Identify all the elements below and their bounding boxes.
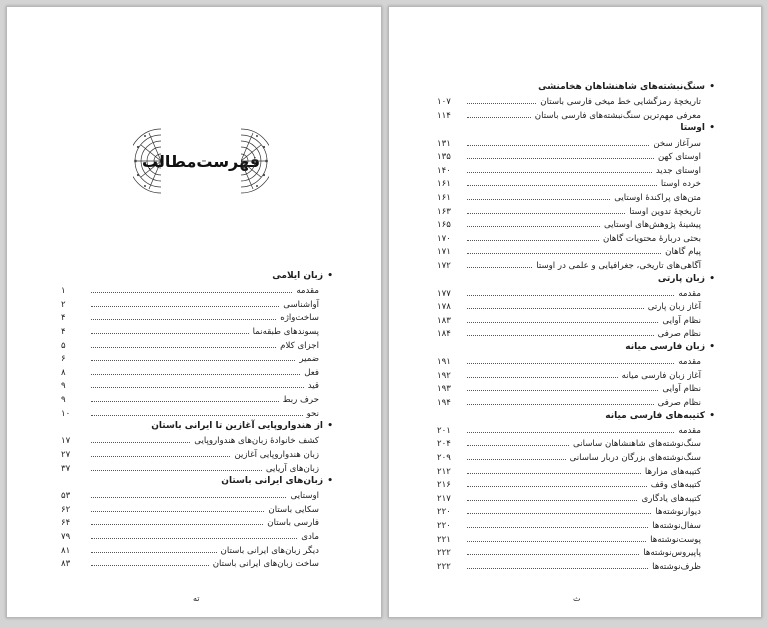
- dot-leader: [467, 94, 536, 104]
- toc-entry-label: مقدمه: [678, 357, 701, 368]
- toc-section-label: کتیبه‌های فارسی میانه: [605, 410, 705, 421]
- toc-entry[interactable]: [437, 258, 715, 272]
- toc-entry-page: ۸: [61, 367, 66, 378]
- toc-entry[interactable]: [437, 149, 715, 163]
- bullet-icon: •: [709, 82, 715, 92]
- toc-entry-label: دیوارنوشته‌ها: [655, 507, 701, 518]
- toc-entry-page: ۹: [61, 394, 66, 405]
- toc-entry-page: ۱۰: [61, 408, 71, 419]
- toc-entry-label: اوستای کهن: [657, 152, 701, 163]
- toc-entry-label: کتیبه‌های وقف: [650, 480, 701, 491]
- toc-entry-page: ۱۷۲: [437, 260, 451, 271]
- toc-entry[interactable]: [437, 326, 715, 340]
- toc-entry[interactable]: [437, 286, 715, 300]
- toc-entry-page: ۲۰۱: [437, 425, 451, 436]
- toc-entry[interactable]: [437, 313, 715, 327]
- toc-entry[interactable]: [437, 108, 715, 122]
- toc-entry[interactable]: [437, 450, 715, 464]
- dot-leader: [467, 108, 531, 118]
- toc-entry-page: ۲۲۱: [437, 534, 451, 545]
- toc-section-label: از هندواروپایی آغازین تا ایرانی باستان: [151, 421, 323, 432]
- toc-entry-label: سفال‌نوشته‌ها: [652, 520, 701, 531]
- toc-entry-label: مقدمه: [678, 425, 701, 436]
- ornament-right-icon: [241, 127, 269, 195]
- toc-section-label: زبان فارسی میانه: [625, 342, 705, 353]
- toc-entry-page: ۱۹۴: [437, 398, 451, 409]
- toc-entry[interactable]: [61, 324, 333, 338]
- dot-leader: [467, 368, 618, 378]
- toc-entry-label: پوست‌نوشته‌ها: [650, 534, 701, 545]
- bullet-icon: •: [709, 410, 715, 421]
- toc-section-title: [437, 340, 715, 354]
- dot-leader: [467, 244, 661, 254]
- toc-entry[interactable]: [61, 488, 333, 502]
- dot-leader: [91, 378, 304, 388]
- toc-section-label: زبان‌های ایرانی باستان: [221, 476, 323, 487]
- toc-entry[interactable]: [437, 504, 715, 518]
- dot-leader: [467, 559, 648, 569]
- dot-leader: [91, 461, 262, 471]
- toc-entry-label: ضمیر: [299, 354, 319, 365]
- toc-entry-page: ۲۲۰: [437, 520, 451, 531]
- toc-entry-page: ۱۹۳: [437, 384, 451, 395]
- dot-leader: [467, 163, 652, 173]
- dot-leader: [91, 543, 217, 553]
- toc-section-label: اوستا: [680, 123, 705, 134]
- dot-leader: [467, 532, 646, 542]
- toc-entry-label: اوستای جدید: [655, 165, 701, 176]
- toc-entry-page: ۵: [61, 340, 66, 351]
- toc-entry[interactable]: [61, 378, 333, 392]
- toc-entry[interactable]: [437, 94, 715, 108]
- toc-entry[interactable]: [437, 395, 715, 409]
- toc-entry-label: آواشناسی: [283, 299, 319, 310]
- toc-entry-label: زبان هندواروپایی آغازین: [234, 449, 319, 460]
- dot-leader: [91, 365, 300, 375]
- dot-leader: [467, 354, 674, 364]
- toc-entry[interactable]: [61, 461, 333, 475]
- dot-leader: [91, 515, 263, 525]
- page-number-left: ته: [193, 594, 200, 603]
- toc-section-label: زبان پارتی: [657, 273, 705, 284]
- dot-leader: [467, 313, 658, 323]
- toc-entry[interactable]: [437, 518, 715, 532]
- toc-section-label: سنگ‌نبشته‌های شاهنشاهان هخامنشی: [538, 82, 705, 92]
- toc-entry-label: قید: [307, 381, 319, 392]
- toc-entry[interactable]: [61, 392, 333, 406]
- toc-entry-label: کتیبه‌های یادگاری: [641, 493, 701, 504]
- dot-leader: [467, 395, 654, 405]
- toc-entry-label: بحثی دربارهٔ محتویات گاهان: [603, 233, 701, 244]
- toc-entry-page: ۱۷۰: [437, 233, 451, 244]
- left-page: [6, 6, 382, 618]
- toc-entry-page: ۳۷: [61, 463, 71, 474]
- toc-entry[interactable]: [437, 136, 715, 150]
- toc-section-title: [437, 121, 715, 135]
- toc-entry-label: نحو: [306, 408, 319, 419]
- toc-entry-label: تاریخچهٔ تدوین اوستا: [629, 206, 701, 217]
- dot-leader: [467, 190, 610, 200]
- toc-entry-label: نظام آوایی: [662, 384, 701, 395]
- toc-entry[interactable]: [437, 231, 715, 245]
- toc-entry-label: مادی: [301, 532, 319, 543]
- dot-leader: [91, 297, 279, 307]
- toc-entry-label: فارسی باستان: [267, 518, 319, 529]
- toc-entry-label: پیشینهٔ پژوهش‌های اوستایی: [603, 220, 701, 231]
- bullet-icon: •: [709, 273, 715, 284]
- toc-entry-label: آغاز زبان فارسی میانه: [621, 370, 701, 381]
- toc-entry-page: ۷۹: [61, 532, 71, 543]
- right-page: [388, 6, 762, 618]
- toc-entry-label: معرفی مهم‌ترین سنگ‌نبشته‌های فارسی باستان: [534, 110, 701, 121]
- toc-entry[interactable]: [61, 297, 333, 311]
- toc-entry-label: خرده اوستا: [660, 179, 701, 190]
- toc-entry[interactable]: [61, 433, 333, 447]
- toc-section-title: [437, 409, 715, 423]
- dot-leader: [467, 136, 649, 146]
- dot-leader: [91, 556, 209, 566]
- toc-entry[interactable]: [437, 368, 715, 382]
- toc-entry-label: نظام آوایی: [662, 315, 701, 326]
- dot-leader: [91, 447, 230, 457]
- dot-leader: [467, 504, 651, 514]
- toc-entry-label: پاپیروس‌نوشته‌ها: [643, 548, 701, 559]
- toc-entry-page: ۱۶۳: [437, 206, 451, 217]
- toc-entry[interactable]: [437, 559, 715, 573]
- toc-entry-label: نظام صرفی: [657, 329, 701, 340]
- toc-entry-page: ۲۲۰: [437, 507, 451, 518]
- toc-entry[interactable]: [437, 532, 715, 546]
- toc-entry[interactable]: [61, 351, 333, 365]
- toc-entry-label: دیگر زبان‌های ایرانی باستان: [220, 545, 319, 556]
- toc-entry-label: حرف ربط: [282, 394, 319, 405]
- toc-entry[interactable]: [437, 163, 715, 177]
- toc-entry[interactable]: [61, 283, 333, 297]
- dot-leader: [467, 477, 647, 487]
- bullet-icon: •: [327, 421, 333, 432]
- title-block: [133, 127, 269, 195]
- toc-entry-page: ۱۴۰: [437, 165, 451, 176]
- toc-entry-page: ۶۲: [61, 504, 71, 515]
- toc-list-right: [437, 80, 715, 572]
- toc-entry-label: آگاهی‌های تاریخی، جغرافیایی و علمی در اوستا: [536, 260, 701, 271]
- toc-entry-label: ساخت زبان‌های ایرانی باستان: [212, 559, 319, 570]
- toc-section-title: [437, 272, 715, 286]
- toc-entry[interactable]: [61, 543, 333, 557]
- toc-entry-page: ۱۳۱: [437, 138, 451, 149]
- toc-entry[interactable]: [437, 545, 715, 559]
- toc-section-title: [61, 419, 333, 433]
- toc-entry[interactable]: [61, 502, 333, 516]
- toc-entry-page: ۱۳۵: [437, 152, 451, 163]
- dot-leader: [467, 450, 566, 460]
- toc-entry-page: ۲۱۲: [437, 466, 451, 477]
- bullet-icon: •: [709, 342, 715, 353]
- toc-entry-page: ۱۹۲: [437, 370, 451, 381]
- toc-entry-page: ۱۷: [61, 436, 71, 447]
- toc-entry-label: اوستایی: [290, 491, 319, 502]
- toc-entry[interactable]: [437, 464, 715, 478]
- toc-entry-page: ۱۱۴: [437, 110, 451, 121]
- toc-entry-page: ۶: [61, 354, 66, 365]
- toc-entry[interactable]: [437, 176, 715, 190]
- dot-leader: [467, 423, 674, 433]
- toc-entry-label: ظرف‌نوشته‌ها: [652, 561, 701, 572]
- toc-entry-page: ۹: [61, 381, 66, 392]
- toc-entry[interactable]: [437, 491, 715, 505]
- dot-leader: [91, 324, 249, 334]
- dot-leader: [467, 231, 599, 241]
- toc-entry-page: ۲۰۴: [437, 439, 451, 450]
- toc-entry[interactable]: [437, 354, 715, 368]
- toc-entry[interactable]: [437, 299, 715, 313]
- toc-entry-page: ۲۲۲: [437, 561, 451, 572]
- dot-leader: [91, 433, 190, 443]
- dot-leader: [467, 381, 658, 391]
- dot-leader: [467, 326, 654, 336]
- dot-leader: [91, 488, 286, 498]
- dot-leader: [467, 258, 532, 268]
- toc-entry-page: ۱۸۴: [437, 329, 451, 340]
- toc-entry[interactable]: [61, 529, 333, 543]
- toc-entry-label: مقدمه: [678, 288, 701, 299]
- toc-entry-page: ۱۷۸: [437, 302, 451, 313]
- toc-entry-page: ۱۷۷: [437, 288, 451, 299]
- toc-entry-page: ۸۱: [61, 545, 71, 556]
- dot-leader: [467, 176, 657, 186]
- dot-leader: [467, 204, 625, 214]
- toc-entry-page: ۱۶۱: [437, 192, 451, 203]
- toc-entry-label: سنگ‌نوشته‌های شاهنشاهان ساسانی: [573, 439, 701, 450]
- toc-entry-page: ۲۰۹: [437, 453, 451, 463]
- dot-leader: [91, 392, 279, 402]
- toc-entry-label: اجزای کلام: [280, 340, 319, 351]
- toc-entry-page: ۱۶۵: [437, 220, 451, 231]
- dot-leader: [91, 529, 297, 539]
- toc-entry-page: ۲۲۲: [437, 548, 451, 559]
- toc-entry[interactable]: [437, 244, 715, 258]
- toc-entry-label: کشف خانوادهٔ زبان‌های هندواروپایی: [194, 436, 319, 447]
- page-title: فهرست‌مطالب: [141, 151, 261, 171]
- toc-entry-page: ۱: [61, 286, 66, 297]
- toc-entry-label: سرآغاز سخن: [653, 138, 701, 149]
- toc-entry-label: پیام گاهان: [665, 247, 701, 258]
- dot-leader: [467, 464, 641, 474]
- toc-entry[interactable]: [61, 515, 333, 529]
- toc-entry-page: ۱۹۱: [437, 357, 451, 368]
- toc-entry[interactable]: [61, 447, 333, 461]
- dot-leader: [91, 310, 276, 320]
- toc-entry[interactable]: [437, 381, 715, 395]
- dot-leader: [91, 351, 295, 361]
- toc-entry-label: زبان‌های آریایی: [265, 463, 319, 474]
- dot-leader: [91, 338, 276, 348]
- toc-entry-label: پسوندهای طبقه‌نما: [252, 326, 319, 337]
- bullet-icon: •: [709, 123, 715, 134]
- toc-entry[interactable]: [61, 338, 333, 352]
- toc-entry[interactable]: [437, 204, 715, 218]
- toc-entry[interactable]: [437, 190, 715, 204]
- toc-entry-page: ۱۷۱: [437, 247, 451, 258]
- dot-leader: [467, 286, 674, 296]
- bullet-icon: •: [327, 271, 333, 281]
- toc-list-left: [61, 269, 333, 570]
- toc-entry-page: ۲: [61, 299, 66, 310]
- toc-entry-label: سکایی باستان: [268, 504, 319, 515]
- toc-entry-page: ۱۸۳: [437, 315, 451, 326]
- toc-section-title: [61, 269, 333, 283]
- dot-leader: [467, 491, 637, 501]
- toc-entry-page: ۲۱۷: [437, 493, 451, 504]
- toc-entry-page: ۵۳: [61, 491, 71, 502]
- dot-leader: [91, 406, 303, 416]
- dot-leader: [467, 518, 648, 528]
- toc-entry-page: ۴: [61, 326, 66, 337]
- toc-entry-page: ۲۷: [61, 449, 71, 460]
- toc-section-title: [61, 474, 333, 488]
- bullet-icon: •: [327, 476, 333, 487]
- toc-entry-page: ۲۱۶: [437, 480, 451, 491]
- toc-entry-label: مقدمه: [296, 286, 319, 297]
- toc-entry-label: تاریخچهٔ رمزگشایی خط میخی فارسی باستان: [540, 97, 701, 108]
- page-number-right: ث: [573, 594, 581, 603]
- toc-entry-label: متن‌های پراکندهٔ اوستایی: [614, 192, 701, 203]
- dot-leader: [467, 436, 569, 446]
- dot-leader: [91, 283, 292, 293]
- dot-leader: [467, 545, 639, 555]
- toc-entry[interactable]: [61, 406, 333, 420]
- toc-entry-label: فعل: [304, 367, 319, 378]
- toc-entry-label: سنگ‌نوشته‌های بزرگان دربار ساسانی: [569, 453, 701, 463]
- toc-section-label: زبان ایلامی: [272, 271, 323, 281]
- toc-entry-page: ۱۰۷: [437, 97, 451, 108]
- toc-entry-page: ۱۶۱: [437, 179, 451, 190]
- toc-entry-page: ۸۳: [61, 559, 71, 570]
- toc-entry-label: کتیبه‌های مزارها: [644, 466, 701, 477]
- toc-entry[interactable]: [437, 477, 715, 491]
- toc-entry-label: آغاز زبان پارتی: [647, 302, 701, 313]
- toc-entry[interactable]: [61, 556, 333, 570]
- toc-entry[interactable]: [437, 217, 715, 231]
- toc-entry[interactable]: [437, 423, 715, 437]
- dot-leader: [467, 299, 644, 309]
- toc-entry-label: نظام صرفی: [657, 398, 701, 409]
- dot-leader: [467, 217, 600, 227]
- toc-entry-label: ساخت‌واژه: [280, 313, 319, 324]
- toc-entry[interactable]: [61, 365, 333, 379]
- toc-entry-page: ۶۴: [61, 518, 71, 529]
- toc-section-title: [437, 80, 715, 94]
- dot-leader: [91, 502, 264, 512]
- toc-entry[interactable]: [61, 310, 333, 324]
- toc-entry-page: ۴: [61, 313, 66, 324]
- toc-entry[interactable]: [437, 436, 715, 450]
- dot-leader: [467, 149, 654, 159]
